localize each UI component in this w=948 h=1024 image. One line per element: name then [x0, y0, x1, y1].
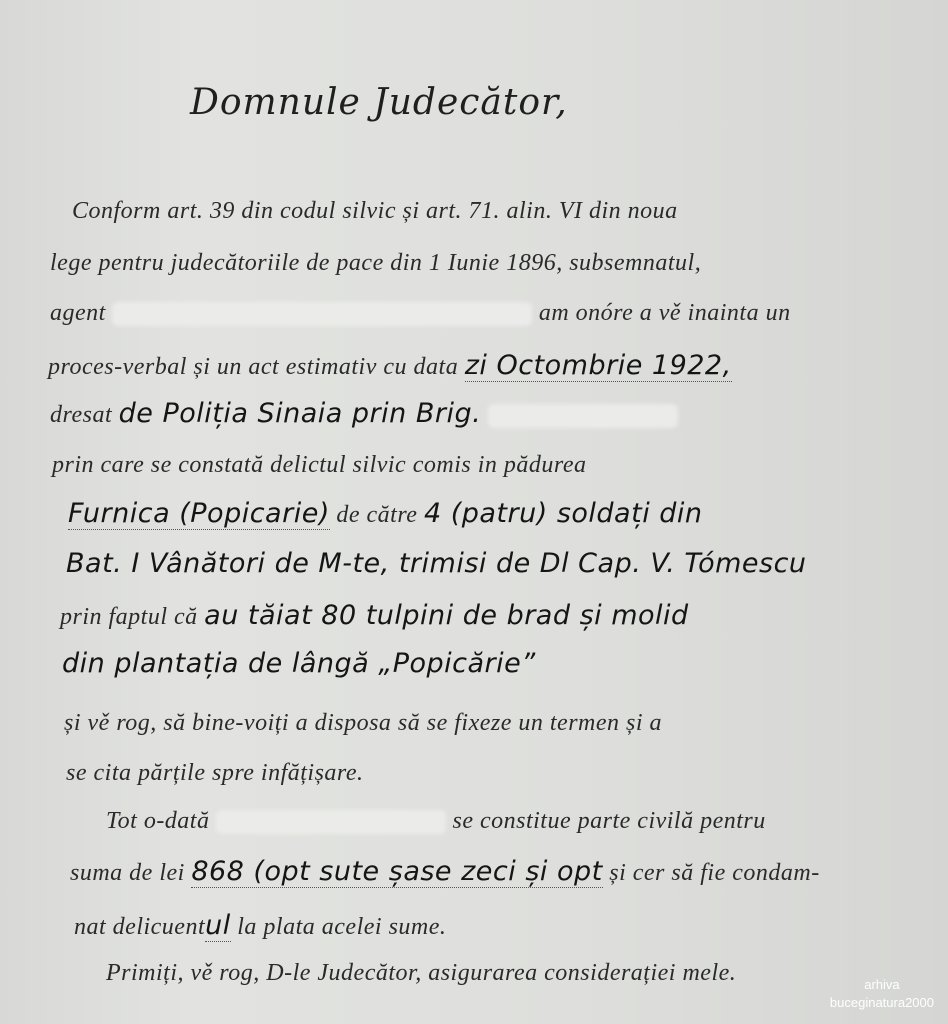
- handwritten-offenders: 4 (patru) soldați din: [423, 498, 703, 529]
- document-heading: Domnule Judecător,: [190, 82, 568, 123]
- text-line-6: prin care se constată delictul silvic comis in pădurea: [52, 452, 587, 478]
- watermark-line-1: arhiva: [864, 977, 900, 992]
- text-line-16: Primiți, vě rog, D-le Judecător, asigurarea considerației mele.: [106, 960, 737, 986]
- line-3-tail: am onóre a vě inainta un: [538, 300, 791, 326]
- text-line-5: [50, 398, 678, 429]
- text-line-1: Conform art. 39 din codul silvic și art. 71. alin. VI din noua: [72, 198, 678, 224]
- text-line-4: [48, 350, 732, 382]
- text-line-8: [66, 548, 807, 579]
- archive-watermark: [830, 976, 934, 1012]
- offender-label: nat delicuent: [74, 914, 206, 940]
- redacted-agent-name: [112, 302, 532, 326]
- by-label: de către: [336, 502, 418, 528]
- handwritten-forest-name: Furnica (Popicarie): [68, 498, 330, 529]
- sum-label: suma de lei: [70, 860, 185, 886]
- handwritten-date: zi Octombrie 1922,: [464, 350, 732, 381]
- text-line-9: [60, 600, 689, 631]
- text-line-2: lege pentru judecătoriile de pace din 1 Iunie 1896, subsemnatul,: [50, 250, 702, 276]
- dresat-label: dresat: [50, 402, 113, 428]
- line-14-tail: și cer să fie condam-: [609, 860, 820, 886]
- handwritten-location: din plantația de lângă „Popicărie”: [62, 648, 536, 679]
- redacted-brigadier-name: [488, 404, 678, 428]
- handwritten-sum: 868 (opt sute șase zeci și opt: [191, 856, 603, 887]
- watermark-line-2: buceginatura2000: [829, 995, 934, 1010]
- text-line-10: [62, 648, 536, 679]
- text-line-15: [74, 910, 446, 942]
- also-label: Tot o-dată: [106, 808, 210, 834]
- text-line-7: [68, 498, 703, 530]
- handwritten-issuer: de Poliția Sinaia prin Brig.: [118, 398, 482, 429]
- by-fact-label: prin faptul că: [60, 604, 198, 630]
- text-line-11: și vě rog, să bine-voiți a disposa să se fixeze un termen și a: [64, 710, 663, 736]
- redacted-civil-party: [216, 810, 446, 834]
- text-line-14: [70, 856, 820, 888]
- handwritten-plural-suffix: ul: [205, 910, 231, 941]
- text-line-13: [106, 808, 766, 835]
- line-4-print: proces-verbal și un act estimativ cu data: [48, 354, 459, 380]
- text-line-12: se cita părțile spre infățișare.: [66, 760, 364, 786]
- handwritten-offense: au tăiat 80 tulpini de brad și molid: [204, 600, 689, 631]
- text-line-3: [50, 300, 791, 327]
- agent-label: agent: [50, 300, 106, 326]
- line-13-tail: se constitue parte civilă pentru: [452, 808, 766, 834]
- line-15-tail: la plata acelei sume.: [237, 914, 447, 940]
- handwritten-battalion: Bat. I Vânători de M-te, trimisi de Dl Cap. V. Tómescu: [66, 548, 807, 579]
